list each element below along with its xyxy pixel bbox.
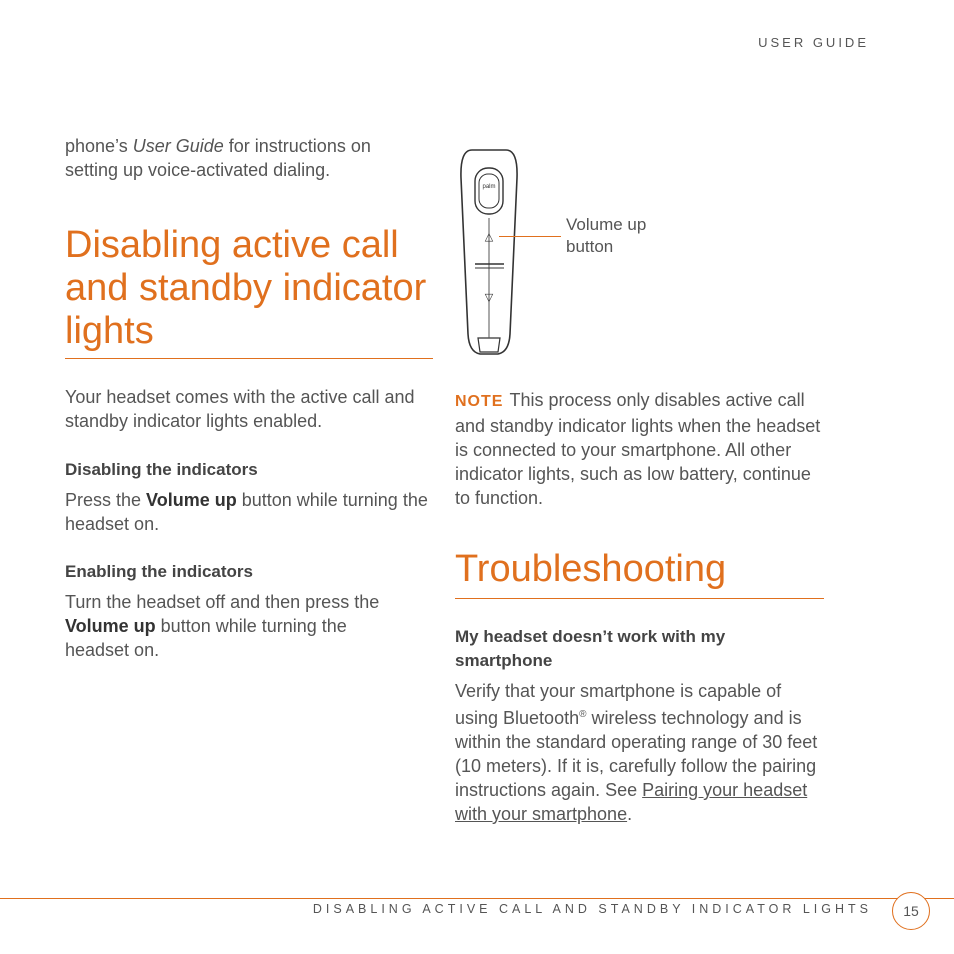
headset-icon [458, 148, 520, 356]
down-arrow-icon: ▽ [484, 292, 494, 304]
section-heading: Disabling active call and standby indicator lights [65, 224, 427, 352]
disabling-paragraph [65, 488, 433, 536]
volume-up-callout: Volume up button [566, 215, 647, 256]
troubleshooting-rule [455, 598, 824, 599]
disabling-suffix: button while turning the headset on. [65, 490, 428, 534]
enabling-suffix: button while turning the headset on. [65, 616, 347, 660]
intro-prefix: phone’s [65, 136, 133, 156]
enabling-prefix: Turn the headset off and then press the [65, 592, 380, 612]
up-arrow-icon: △ [484, 231, 494, 243]
pairing-link[interactable]: Pairing your headset with your smartphone [455, 780, 808, 824]
palm-logo: palm [482, 184, 496, 190]
headset-illustration [458, 148, 520, 356]
heading-rule [65, 358, 433, 359]
disabling-bold: Volume up [146, 490, 237, 510]
answer-part2: wireless technology and is within the standard operating range of 30 feet (10 meters). If it is, carefully follow the pairing instructions again. See [455, 708, 818, 800]
enabling-subhead: Enabling the indicators [65, 562, 253, 581]
note-label: NOTE [455, 393, 504, 410]
enabling-paragraph [65, 590, 410, 662]
intro-paragraph [65, 134, 425, 182]
registered-mark: ® [579, 709, 587, 720]
faq-question: My headset doesn’t work with my smartphone [455, 627, 726, 670]
footer-section-title: DISABLING ACTIVE CALL AND STANDBY INDICATOR LIGHTS [312, 902, 872, 916]
note-paragraph [455, 388, 825, 510]
footer-rule [0, 898, 954, 899]
faq-answer [455, 679, 823, 826]
page-number: 15 [892, 892, 930, 930]
intro-suffix: for instructions on setting up voice-activated dialing. [65, 136, 371, 180]
answer-end: . [627, 804, 633, 824]
enabling-bold: Volume up [65, 616, 156, 636]
troubleshooting-heading: Troubleshooting [455, 548, 727, 590]
note-text: This process only disables active call and standby indicator lights when the headset is connected to your smartphone. All other indicator lights, such as low battery, continue to function. [455, 390, 821, 508]
running-header: USER GUIDE [758, 35, 869, 50]
answer-part1: Verify that your smartphone is capable of using Bluetooth [455, 681, 782, 728]
callout-leader-line [499, 236, 561, 237]
disabling-prefix: Press the [65, 490, 147, 510]
intro-italic: User Guide [132, 136, 224, 156]
section-paragraph: Your headset comes with the active call and standby indicator lights enabled. [65, 387, 415, 431]
disabling-subhead: Disabling the indicators [65, 460, 258, 479]
